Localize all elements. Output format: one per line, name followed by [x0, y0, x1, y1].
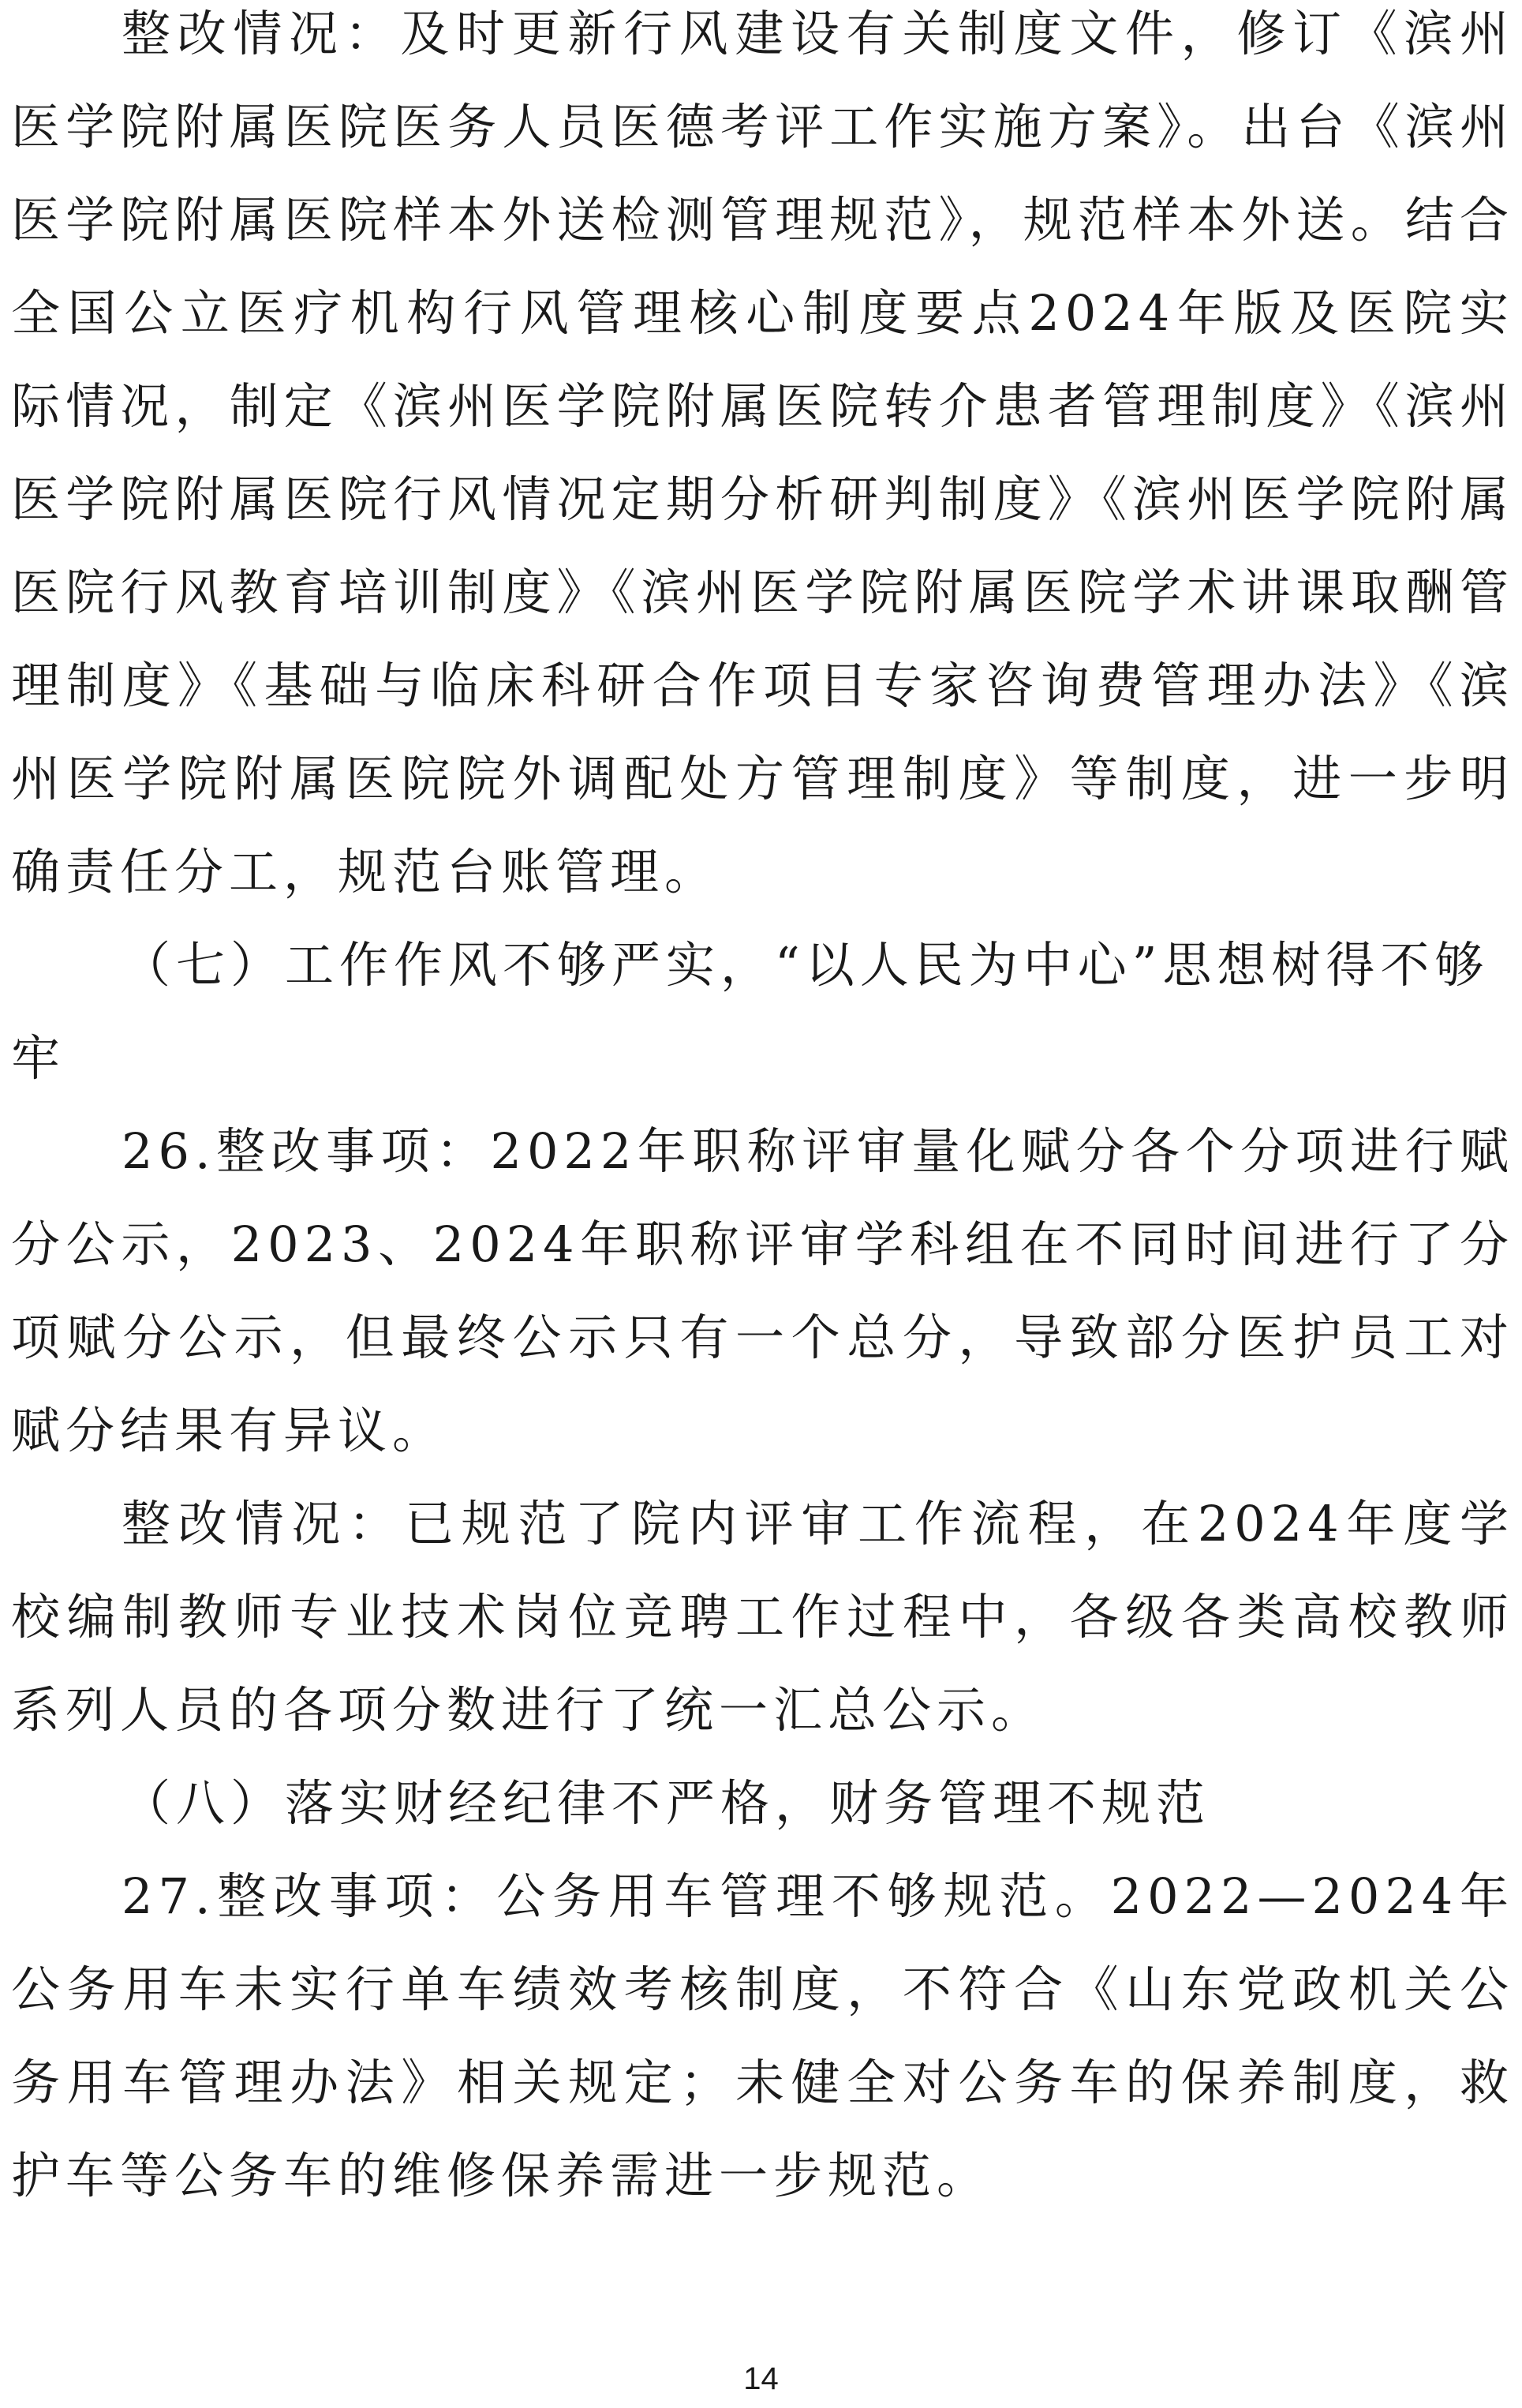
- document-page: [11, 0, 1514, 2223]
- paragraph-rectification-status-1: 整改情况：及时更新行风建设有关制度文件，修订《滨州医学院附属医院医务人员医德考评工作实施方案》。出台《滨州医学院附属医院样本外送检测管理规范》，规范样本外送。结合全国公立医疗机构行风管理核心制度要点2024年版及医院实际情况，制定《滨州医学院附属医院转介患者管理制度》《滨州医学院附属医院行风情况定期分析研判制度》《滨州医学院附属医院行风教育培训制度》《滨州医学院附属医院学术讲课取酬管理制度》《基础与临床科研合作项目专家咨询费管理办法》《滨州医学院附属医院院外调配处方管理制度》等制度，进一步明确责任分工，规范台账管理。: [11, 5, 1514, 901]
- paragraph-item-26: 26.整改事项：2022年职称评审量化赋分各个分项进行赋分公示，2023、2024年职称评审学科组在不同时间进行了分项赋分公示，但最终公示只有一个总分，导致部分医护员工对赋分结果有异议。: [11, 1122, 1514, 1459]
- page-number: 14: [743, 2361, 779, 2396]
- paragraph-rectification-status-2: 整改情况：已规范了院内评审工作流程，在2024年度学校编制教师专业技术岗位竞聘工作过程中，各级各类高校教师系列人员的各项分数进行了统一汇总公示。: [11, 1495, 1514, 1739]
- paragraph-item-27: 27.整改事项：公务用车管理不够规范。2022—2024年公务用车未实行单车绩效考核制度，不符合《山东党政机关公务用车管理办法》相关规定；未健全对公务车的保养制度，救护车等公务车的维修保养需进一步规范。: [11, 1867, 1514, 2204]
- section-heading-8: （八）落实财经纪律不严格，财务管理不规范: [122, 1774, 1211, 1832]
- section-heading-7: （七）工作作风不够严实，“以人民为中心”思想树得不够牢: [11, 936, 1490, 1087]
